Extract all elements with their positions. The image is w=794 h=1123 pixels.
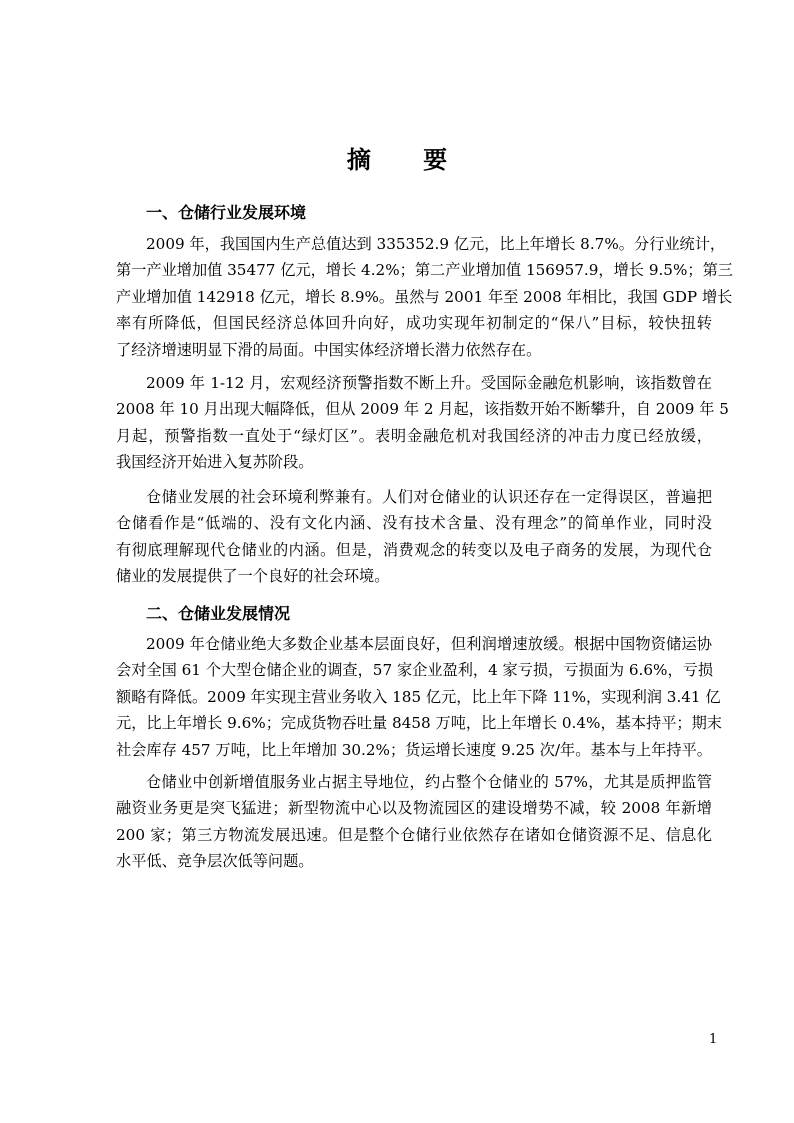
paragraph-line: 2008 年 10 月出现大幅降低，但从 2009 年 2 月起，该指数开始不断攀升，自 2009 年 5	[116, 400, 729, 419]
paragraph-line: 2009 年 1-12 月，宏观经济预警指数不断上升。受国际金融危机影响，该指数曾在	[146, 374, 712, 392]
paragraph-line: 社会库存 457 万吨，比上年增加 30.2%；货运增长速度 9.25 次/年。基本与上年持平。	[116, 740, 712, 759]
paragraph-line: 我国经济开始进入复苏阶段。	[116, 453, 314, 472]
paragraph-enterprise-survey	[116, 631, 722, 763]
paragraph-social-environment	[116, 484, 712, 590]
paragraph-line: 水平低、竞争层次低等问题。	[116, 852, 314, 871]
paragraph-line: 有彻底理解现代仓储业的内涵。但是，消费观念的转变以及电子商务的发展，为现代仓	[116, 540, 712, 559]
paragraph-line: 储业的发展提供了一个良好的社会环境。	[116, 567, 390, 586]
paragraph-line: 仓储业中创新增值服务业占据主导地位，约占整个仓储业的 57%，尤其是质押监管	[146, 773, 712, 791]
paragraph-line: 仓储业发展的社会环境利弊兼有。人们对仓储业的认识还存在一定得误区，普遍把	[146, 488, 712, 506]
paragraph-line: 会对全国 61 个大型仓储企业的调查，57 家企业盈利，4 家亏损，亏损面为 6.6%，亏损	[116, 661, 714, 680]
section-heading-development: 二、仓储业发展情况	[146, 604, 291, 623]
paragraph-line: 率有所降低，但国民经济总体回升向好，成功实现年初制定的“保八”目标，较快扭转	[116, 314, 712, 333]
paragraph-gdp	[116, 231, 733, 363]
paragraph-warning-index	[116, 370, 729, 476]
paragraph-line: 产业增加值 142918 亿元，增长 8.9%。虽然与 2001 年至 2008 年相比，我国 GDP 增长	[116, 287, 733, 306]
paragraph-value-added-services	[116, 769, 712, 875]
paragraph-line: 融资业务更是突飞猛进；新型物流中心以及物流园区的建设增势不减，较 2008 年新增	[116, 799, 712, 818]
paragraph-line: 月起，预警指数一直处于“绿灯区”。表明金融危机对我国经济的冲击力度已经放缓，	[116, 426, 712, 445]
paragraph-line: 了经济增速明显下滑的局面。中国实体经济增长潜力依然存在。	[116, 340, 542, 359]
paragraph-line: 第一产业增加值 35477 亿元，增长 4.2%；第二产业增加值 156957.9，增长 9.5%；第三	[116, 261, 733, 280]
paragraph-line: 2009 年仓储业绝大多数企业基本层面良好，但利润增速放缓。根据中国物资储运协	[146, 635, 712, 653]
paragraph-line: 元，比上年增长 9.6%；完成货物吞吐量 8458 万吨，比上年增长 0.4%，基本持平；期末	[116, 714, 722, 733]
paragraph-line: 额略有降低。2009 年实现主营业务收入 185 亿元，比上年下降 11%，实现利润 3.41 亿	[116, 687, 721, 706]
paragraph-line: 200 家；第三方物流发展迅速。但是整个仓储行业依然存在诸如仓储资源不足、信息化	[116, 825, 712, 844]
paragraph-line: 2009 年，我国国内生产总值达到 335352.9 亿元，比上年增长 8.7%。分行业统计，	[146, 235, 726, 253]
page-title: 摘 要	[346, 145, 470, 174]
page-number: 1	[709, 1032, 718, 1047]
section-heading-environment: 一、仓储行业发展环境	[146, 203, 307, 222]
paragraph-line: 仓储看作是“低端的、没有文化内涵、没有技术含量、没有理念”的简单作业，同时没	[116, 514, 712, 533]
